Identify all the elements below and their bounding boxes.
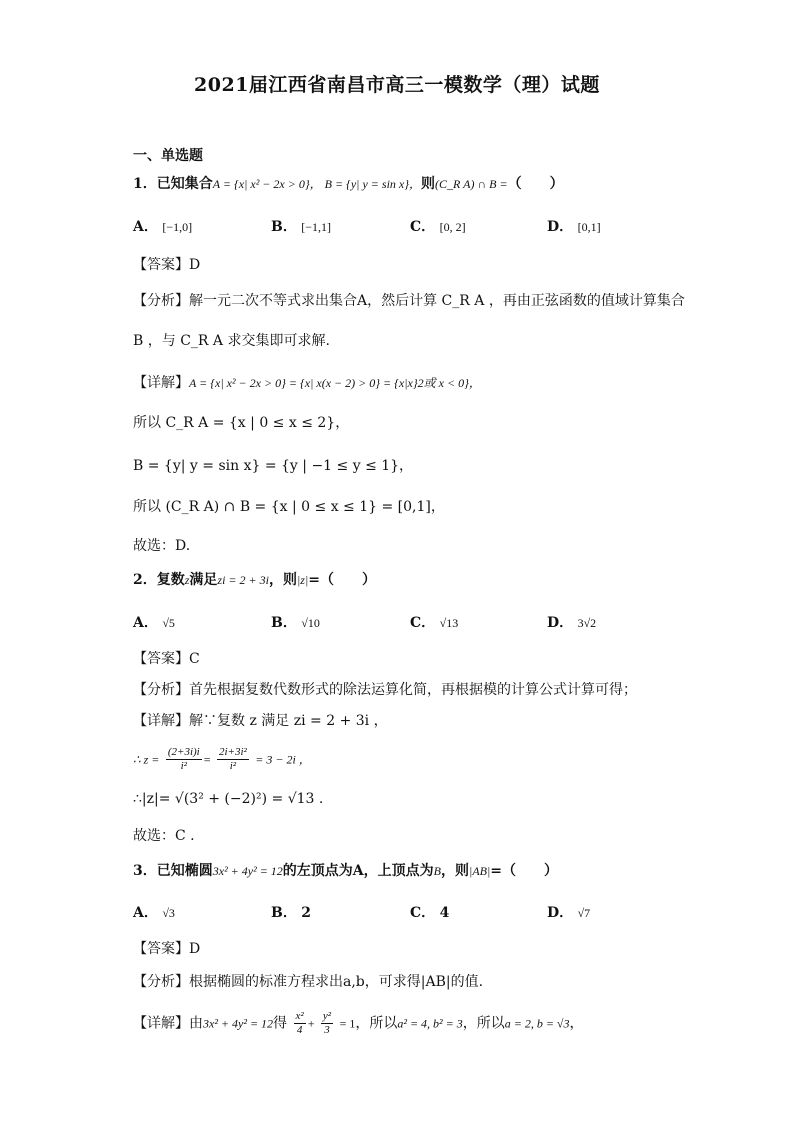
question-1-analysis-cont: B ，与 C_R A 求交集即可求解. bbox=[133, 333, 330, 349]
question-1-detail-line4: 所以 (C_R A) ∩ B = {x | 0 ≤ x ≤ 1} = [0,1]， bbox=[133, 499, 445, 515]
question-2-stem: 2．复数z满足zi = 2 + 3i，则|z|=（ ） bbox=[133, 572, 376, 588]
fraction: $\frac{(2+3i)i}{\text{i²}}$ bbox=[167, 746, 200, 772]
option-d: D． √7 bbox=[547, 905, 591, 921]
question-3-answer: 【答案】D bbox=[133, 941, 201, 957]
question-1-detail-line2: 所以 C_R A = {x | 0 ≤ x ≤ 2}， bbox=[133, 415, 350, 431]
question-2-detail: 【详解】解∵复数 z 满足 zi = 2 + 3i ， bbox=[133, 713, 388, 729]
question-3-detail: 【详解】由3x² + 4y² = 12得 $\frac{\text{x²}}{4}$ + $\frac{\text{y²}}{3}$ = 1，所以a² = 4, b² = 3，所以a = 2, b = √3， bbox=[133, 1010, 584, 1036]
question-2-detail-line2: ∴ z = $\frac{(2+3i)i}{\text{i²}}$ = $\frac{\text{2i+3i²}}{\text{i²}}$ = 3 − 2i ， bbox=[133, 746, 311, 772]
option-a: A． [−1,0] bbox=[133, 219, 193, 235]
option-c: C． √13 bbox=[410, 615, 459, 631]
option-b: B． 2 bbox=[271, 905, 312, 921]
fraction: $\frac{\text{y²}}{3}$ bbox=[322, 1010, 332, 1036]
question-3-analysis: 【分析】根据椭圆的标准方程求出a,b，可求得|AB|的值. bbox=[133, 974, 484, 990]
fraction: $\frac{\text{2i+3i²}}{\text{i²}}$ bbox=[218, 746, 247, 772]
option-b: B． √10 bbox=[271, 615, 320, 631]
option-b: B． [−1,1] bbox=[271, 219, 332, 235]
option-a: A． √3 bbox=[133, 905, 175, 921]
question-2-detail-line3: ∴|z|= √(3² + (−2)²) = √13 . bbox=[133, 791, 324, 807]
option-c: C． [0, 2] bbox=[410, 219, 466, 235]
option-c: C． 4 bbox=[410, 905, 450, 921]
question-3-stem: 3．已知椭圆3x² + 4y² = 12的左顶点为A，上顶点为B，则|AB|=（ ） bbox=[133, 863, 559, 879]
question-1-detail: 【详解】A = {x| x² − 2x > 0} = {x| x(x − 2) > 0} = {x|x}2或 x < 0}， bbox=[133, 375, 481, 391]
question-1-analysis: 【分析】解一元二次不等式求出集合A，然后计算 C_R A ，再由正弦函数的值域计算集合 bbox=[133, 293, 685, 309]
section-heading: 一、单选题 bbox=[133, 148, 203, 164]
fraction: $\frac{\text{x²}}{4}$ bbox=[295, 1010, 304, 1036]
question-1-conclusion: 故选：D. bbox=[133, 538, 191, 554]
question-1-answer: 【答案】D bbox=[133, 257, 201, 273]
page-title: 2021届江西省南昌市高三一模数学（理）试题 bbox=[194, 74, 600, 96]
question-2-analysis: 【分析】首先根据复数代数形式的除法运算化简，再根据模的计算公式计算可得； bbox=[133, 682, 637, 698]
option-d: D． 3√2 bbox=[547, 615, 597, 631]
option-a: A． √5 bbox=[133, 615, 175, 631]
question-2-conclusion: 故选：C . bbox=[133, 828, 195, 844]
question-1-stem: 1．已知集合A = {x| x² − 2x > 0}， B = {y| y = sin x}，则(C_R A) ∩ B =（ ） bbox=[133, 176, 564, 192]
question-1-detail-line3: B = {y| y = sin x} = {y | −1 ≤ y ≤ 1}， bbox=[133, 458, 414, 474]
option-d: D． [0,1] bbox=[547, 219, 601, 235]
question-2-answer: 【答案】C bbox=[133, 651, 200, 667]
